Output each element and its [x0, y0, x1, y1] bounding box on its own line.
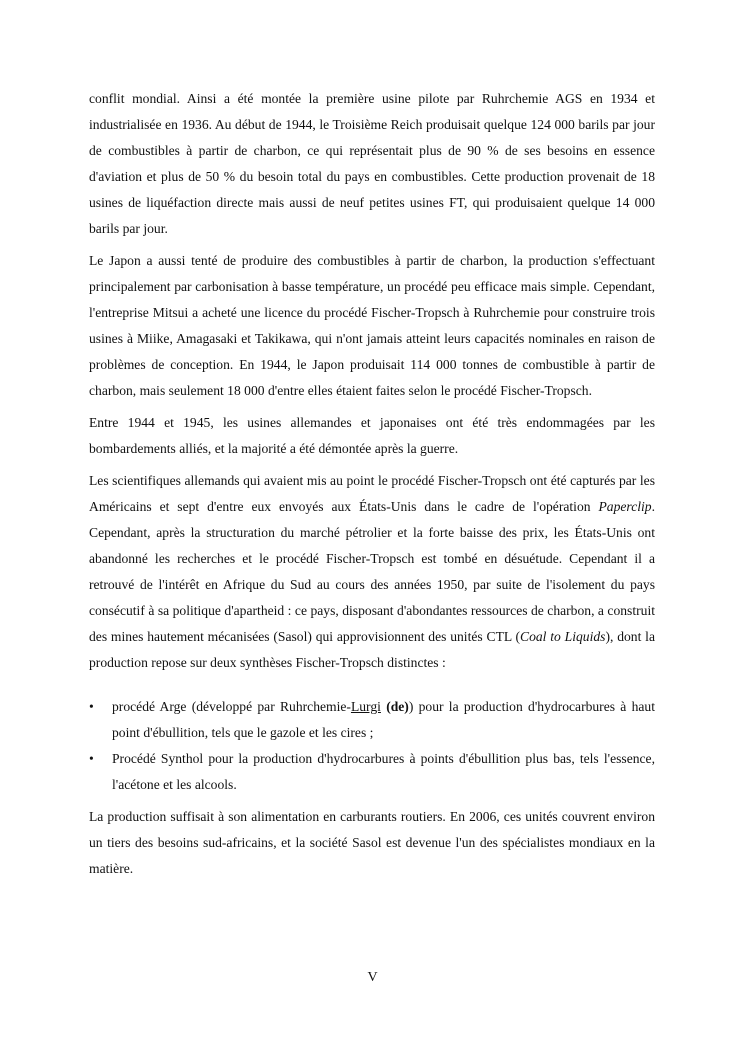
paragraph-postwar-south-africa: [89, 468, 655, 676]
paragraph-text: Les scientifiques allemands qui avaient mis au point le procédé Fischer-Tropsch ont été capturés par les Américains et sept d'entre eux envoyés aux États-Unis dans le cadre de l'opération: [89, 473, 655, 514]
paragraph-japan: Le Japon a aussi tenté de produire des combustibles à partir de charbon, la production s'effectuant principalement par carbonisation à basse température, un procédé peu efficace mais simple. Cependant, l'entreprise Mitsui a acheté une licence du procédé Fischer-Tropsch à Ruhrchemie pour construire trois usines à Miike, Amagasaki et Takikawa, qui n'ont jamais atteint leurs capacités nominales en raison de problèmes de conception. En 1944, le Japon produisait 114 000 tonnes de combustible à partir de charbon, mais seulement 18 000 d'entre elles étaient faites selon le procédé Fischer-Tropsch.: [89, 253, 655, 398]
paragraph-bombing: Entre 1944 et 1945, les usines allemandes et japonaises ont été très endommagées par les bombardements alliés, et la majorité a été démontée après la guerre.: [89, 415, 655, 456]
bullet-text: procédé Arge (développé par Ruhrchemie-: [112, 699, 351, 714]
paragraph-ww2-germany: conflit mondial. Ainsi a été montée la première usine pilote par Ruhrchemie AGS en 1934 et industrialisée en 1936. Au début de 1944, le Troisième Reich produisait quelque 124 000 barils par jour de combustibles à partir de charbon, ce qui représentait plus de 90 % de ses besoins en essence d'aviation et plus de 50 % du besoin total du pays en combustibles. Cette production provenait de 18 usines de liquéfaction directe mais aussi de neuf petites usines FT, qui produisaient quelque 14 000 barils par jour.: [89, 91, 655, 236]
bullet-text: ) pour la production d'hydrocarbures à haut point d'ébullition, tels que le gazole et les cires ;: [112, 699, 655, 740]
bullet-item-synthol: • Procédé Synthol pour la production d'hydrocarbures à points d'ébullition plus bas, tels l'essence, l'acétone et les alcools.: [89, 746, 655, 798]
language-tag-de: (de): [386, 699, 409, 714]
bullet-item-arge: [89, 694, 655, 746]
page-number: V: [367, 970, 378, 985]
italic-coal-to-liquids: Coal to Liquids: [520, 629, 606, 644]
paragraph-text: ), dont la production repose sur deux synthèses Fischer-Tropsch distinctes :: [89, 629, 655, 670]
bullet-list: [89, 694, 655, 798]
lurgi-link[interactable]: Lurgi: [350, 699, 381, 714]
italic-paperclip: Paperclip: [598, 499, 652, 514]
document-body: [89, 86, 655, 888]
paragraph-text: . Cependant, après la structuration du marché pétrolier et la forte baisse des prix, les États-Unis ont abandonné les recherches et le procédé Fischer-Tropsch est tombé en désuétude. Cependant il a retrouvé de l'intérêt en Afrique du Sud au cours des années 1950, par suite de l'isolement du pays consécutif à sa politique d'apartheid : ce pays, disposant d'abondantes ressources de charbon, a construit des mines hautement mécanisées (Sasol) qui approvisionnent des unités CTL (: [89, 499, 655, 644]
paragraph-conclusion: La production suffisait à son alimentation en carburants routiers. En 2006, ces unités couvrent environ un tiers des besoins sud-africains, et la société Sasol est devenue l'un des spécialistes mondiaux en la matière.: [89, 809, 655, 876]
